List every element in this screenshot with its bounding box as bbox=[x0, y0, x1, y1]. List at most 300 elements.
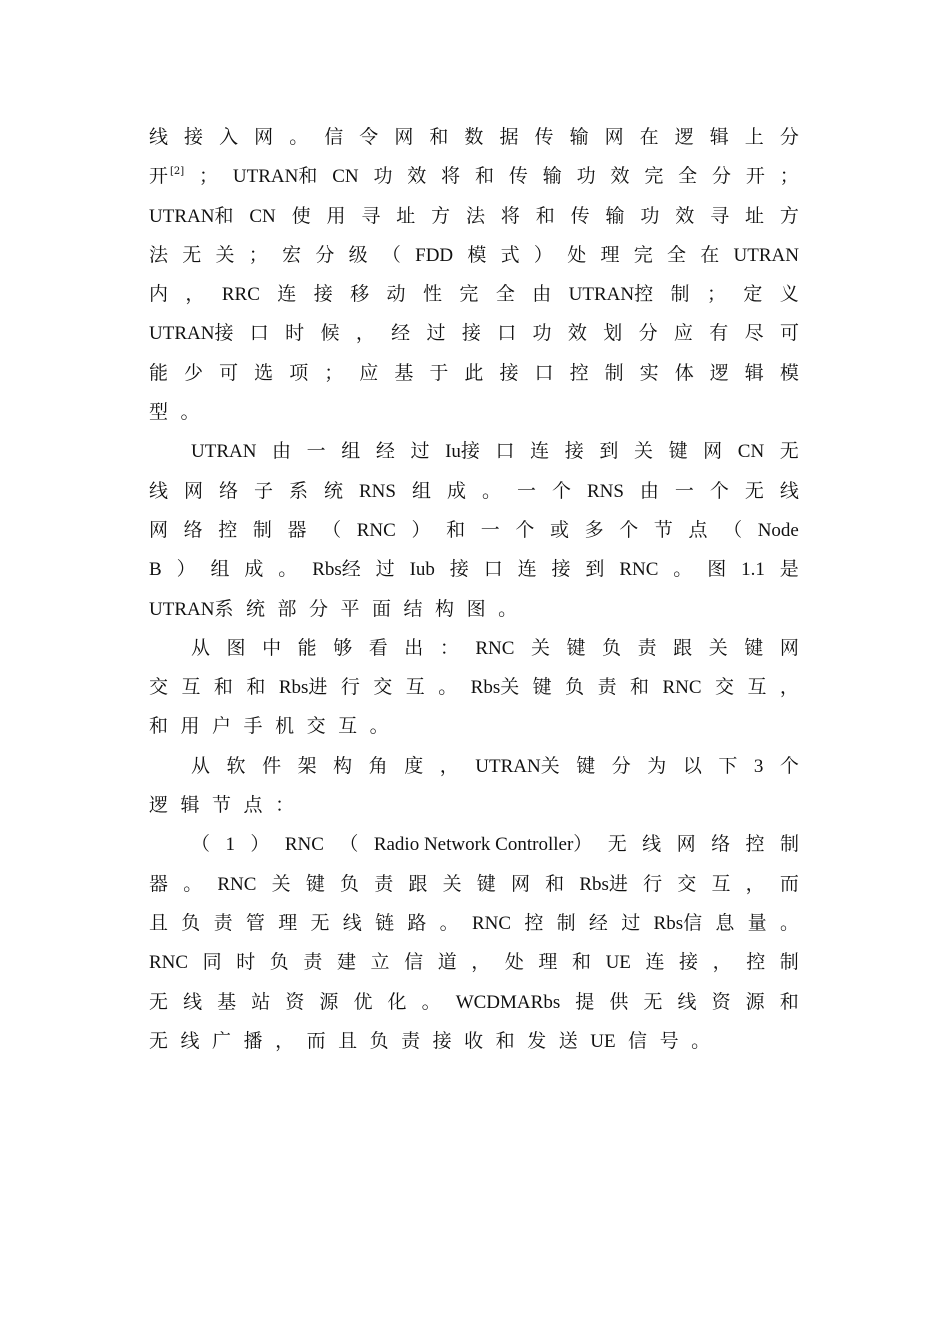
word: 责 bbox=[303, 951, 323, 974]
word: 网 bbox=[510, 872, 530, 895]
word: 应 bbox=[359, 361, 379, 384]
word: 无 bbox=[182, 243, 202, 266]
word: 网 bbox=[254, 126, 274, 148]
word: Node bbox=[757, 519, 799, 541]
word: RNC bbox=[471, 912, 512, 934]
word: Iub bbox=[409, 559, 435, 581]
word: 网 bbox=[676, 833, 696, 856]
word: 效 bbox=[675, 204, 695, 227]
word: 和 bbox=[446, 518, 466, 541]
word: 寻 bbox=[361, 204, 381, 227]
word: UTRAN和 bbox=[232, 166, 318, 188]
text-line bbox=[149, 668, 799, 707]
word: RNC bbox=[662, 677, 702, 699]
word: ： bbox=[275, 794, 295, 817]
word: 输 bbox=[569, 126, 589, 148]
word: RNS bbox=[359, 480, 396, 502]
word: 行 bbox=[340, 676, 360, 699]
word: 功 bbox=[532, 322, 552, 345]
word: 可 bbox=[219, 361, 239, 384]
word: 互 bbox=[338, 715, 358, 738]
word: 关 bbox=[633, 440, 653, 463]
word: 接 bbox=[499, 361, 519, 384]
word: 体 bbox=[674, 361, 694, 384]
word: 上 bbox=[744, 126, 764, 148]
word: 基 bbox=[394, 361, 414, 384]
word: 个 bbox=[709, 479, 729, 502]
word: 组 bbox=[341, 440, 361, 463]
word: 平 bbox=[340, 597, 360, 620]
word: 寻 bbox=[710, 204, 730, 227]
word: 统 bbox=[324, 479, 344, 502]
word: 连 bbox=[645, 951, 665, 974]
word: 分 bbox=[315, 243, 335, 266]
word: 负 bbox=[369, 1029, 389, 1052]
word: 时 bbox=[285, 322, 305, 345]
word: 输 bbox=[542, 165, 562, 188]
word: 制 bbox=[670, 283, 690, 306]
word: ） bbox=[411, 518, 431, 541]
word: 过 bbox=[375, 558, 395, 581]
text-line bbox=[149, 904, 799, 943]
word: WCDMARbs bbox=[455, 991, 561, 1013]
word: RNC bbox=[217, 873, 257, 895]
word: 控 bbox=[745, 833, 765, 856]
word: 构 bbox=[333, 754, 353, 777]
word: 义 bbox=[779, 283, 799, 306]
word: 辑 bbox=[709, 126, 729, 148]
word: 关 bbox=[215, 243, 235, 266]
word: 面 bbox=[372, 597, 392, 620]
word: 时 bbox=[236, 951, 256, 974]
word: 交 bbox=[677, 872, 697, 895]
word: 分 bbox=[638, 322, 658, 345]
word: 结 bbox=[403, 597, 423, 620]
word: 化 bbox=[387, 990, 407, 1013]
word: 1.1 bbox=[741, 559, 765, 581]
word: 负 bbox=[602, 636, 622, 659]
word: 接 bbox=[461, 322, 481, 345]
word: 部 bbox=[277, 597, 297, 620]
word: 口 bbox=[495, 440, 515, 463]
word: ； bbox=[248, 243, 268, 266]
word: 户 bbox=[212, 715, 232, 738]
text-line bbox=[149, 590, 799, 629]
word: 分 bbox=[611, 754, 631, 777]
word: 功 bbox=[576, 165, 596, 188]
word: 网 bbox=[394, 126, 414, 148]
word: Rbs经 bbox=[312, 559, 361, 581]
word: 接 bbox=[432, 1029, 452, 1052]
word: 应 bbox=[673, 322, 693, 345]
word: 1 bbox=[225, 834, 235, 856]
word: 制 bbox=[252, 518, 272, 541]
word: 。 bbox=[180, 401, 200, 424]
word: 连 bbox=[277, 283, 297, 306]
word: 和 bbox=[545, 872, 565, 895]
word: 和 bbox=[779, 990, 799, 1013]
word: ； bbox=[779, 165, 799, 188]
word: ） bbox=[176, 558, 196, 581]
word: 下 bbox=[718, 754, 738, 777]
word: 和 bbox=[495, 1029, 515, 1052]
word: 成 bbox=[446, 479, 466, 502]
text-line bbox=[149, 354, 799, 393]
word: 据 bbox=[499, 126, 519, 148]
text-line bbox=[149, 393, 799, 432]
word: ， bbox=[745, 872, 765, 895]
word: 发 bbox=[527, 1029, 547, 1052]
word: 连 bbox=[530, 440, 550, 463]
word: RNS bbox=[586, 480, 624, 502]
word: 使 bbox=[291, 204, 311, 227]
word: 将 bbox=[500, 204, 520, 227]
word: 。 bbox=[438, 676, 458, 699]
word: 入 bbox=[219, 126, 239, 148]
word: （ bbox=[723, 518, 743, 541]
word: 用 bbox=[180, 715, 200, 738]
word: 线 bbox=[149, 126, 169, 148]
word: 输 bbox=[605, 204, 625, 227]
word: 负 bbox=[181, 911, 201, 934]
word: 路 bbox=[407, 911, 427, 934]
word: 和 bbox=[630, 676, 650, 699]
word: 负 bbox=[565, 676, 585, 699]
word: 完 bbox=[459, 283, 479, 306]
word: （ bbox=[381, 243, 401, 266]
word: 网 bbox=[779, 636, 799, 659]
word: 线 bbox=[180, 1029, 200, 1052]
word: 控 bbox=[746, 951, 766, 974]
word: 个 bbox=[779, 754, 799, 777]
word: 接 bbox=[313, 283, 333, 306]
word: 可 bbox=[779, 322, 799, 345]
word: 功 bbox=[373, 165, 393, 188]
word: 口 bbox=[497, 322, 517, 345]
word: 节 bbox=[212, 794, 232, 817]
word: B bbox=[149, 559, 162, 581]
word: 信 bbox=[324, 126, 344, 148]
text-line bbox=[149, 707, 799, 746]
word: 同 bbox=[202, 951, 222, 974]
word: 内 bbox=[149, 283, 169, 306]
word: 个 bbox=[551, 479, 571, 502]
word: 逻 bbox=[149, 794, 169, 817]
word: 接 bbox=[679, 951, 699, 974]
word: Rbs关 bbox=[470, 677, 520, 699]
word: 络 bbox=[219, 479, 239, 502]
word: 而 bbox=[779, 872, 799, 895]
word: 息 bbox=[715, 911, 735, 934]
word: 传 bbox=[570, 204, 590, 227]
word: 播 bbox=[243, 1029, 263, 1052]
word: 法 bbox=[465, 204, 485, 227]
word: 线 bbox=[149, 479, 169, 502]
word: 架 bbox=[297, 754, 317, 777]
word: 尽 bbox=[744, 322, 764, 345]
word: 过 bbox=[426, 322, 446, 345]
word: 全 bbox=[495, 283, 515, 306]
word: Rbs进 bbox=[278, 677, 328, 699]
word: 。 bbox=[779, 911, 799, 934]
word: 从 bbox=[191, 636, 211, 659]
word: ； bbox=[324, 361, 344, 384]
text-line bbox=[149, 983, 799, 1022]
word: 于 bbox=[429, 361, 449, 384]
word: 。 bbox=[439, 911, 459, 934]
word: 无 bbox=[149, 1029, 169, 1052]
word: 跟 bbox=[408, 872, 428, 895]
text-line bbox=[149, 118, 799, 157]
word: 开 [2] bbox=[149, 165, 185, 188]
word: 软 bbox=[226, 754, 246, 777]
word: ： bbox=[439, 636, 459, 659]
word: 线 bbox=[342, 911, 362, 934]
word: 关 bbox=[530, 636, 550, 659]
word: （ bbox=[191, 833, 211, 856]
word: 送 bbox=[558, 1029, 578, 1052]
word: 过 bbox=[410, 440, 430, 463]
word: Iu接 bbox=[445, 441, 480, 463]
word: 经 bbox=[588, 911, 608, 934]
word: 逻 bbox=[709, 361, 729, 384]
word: 键 bbox=[576, 754, 596, 777]
word: RRC bbox=[221, 284, 260, 306]
word: 交 bbox=[306, 715, 326, 738]
word: 宏 bbox=[282, 243, 302, 266]
word: ； bbox=[199, 165, 219, 188]
word: 和 bbox=[213, 676, 233, 699]
word: 个 bbox=[619, 518, 639, 541]
word: （ bbox=[322, 518, 342, 541]
word: 处 bbox=[504, 951, 524, 974]
word: 过 bbox=[621, 911, 641, 934]
word: 器 bbox=[149, 872, 169, 895]
word: 构 bbox=[435, 597, 455, 620]
word: 键 bbox=[305, 872, 325, 895]
word: 互 bbox=[405, 676, 425, 699]
word: 辑 bbox=[180, 794, 200, 817]
word: 关 bbox=[708, 636, 728, 659]
word: （ bbox=[339, 833, 359, 856]
word: 型 bbox=[149, 401, 169, 424]
word: UTRAN系 bbox=[149, 598, 234, 620]
text-line bbox=[149, 511, 799, 550]
text-line bbox=[149, 314, 799, 353]
word: 责 bbox=[374, 872, 394, 895]
word: 到 bbox=[585, 558, 605, 581]
word: 式 bbox=[500, 243, 520, 266]
word: UTRAN关 bbox=[475, 755, 560, 777]
word: 键 bbox=[476, 872, 496, 895]
word: 组 bbox=[411, 479, 431, 502]
word: FDD bbox=[415, 244, 454, 266]
word: 口 bbox=[534, 361, 554, 384]
text-line bbox=[149, 825, 799, 864]
word: 机 bbox=[275, 715, 295, 738]
word: 链 bbox=[375, 911, 395, 934]
word: 模 bbox=[779, 361, 799, 384]
word: UE bbox=[605, 952, 631, 974]
word: CN bbox=[249, 205, 276, 227]
word: 理 bbox=[538, 951, 558, 974]
word: 连 bbox=[517, 558, 537, 581]
word: 从 bbox=[191, 754, 211, 777]
word: ， bbox=[355, 322, 375, 345]
text-line bbox=[149, 197, 799, 236]
word: 责 bbox=[637, 636, 657, 659]
word: 信 bbox=[404, 951, 424, 974]
word: 分 bbox=[779, 126, 799, 148]
word: ， bbox=[439, 754, 459, 777]
word: 。 bbox=[289, 126, 309, 148]
word: ， bbox=[185, 283, 205, 306]
word: Rbs信 bbox=[653, 912, 703, 934]
text-line bbox=[149, 275, 799, 314]
text-line bbox=[149, 786, 799, 825]
word: RNC bbox=[284, 834, 324, 856]
word: 资 bbox=[711, 990, 731, 1013]
word: 在 bbox=[639, 126, 659, 148]
body-text bbox=[149, 118, 799, 1061]
word: 提 bbox=[575, 990, 595, 1013]
word: 完 bbox=[644, 165, 664, 188]
word: 。 bbox=[369, 715, 389, 738]
word: 且 bbox=[338, 1029, 358, 1052]
word: 性 bbox=[422, 283, 442, 306]
word: CN bbox=[332, 166, 359, 188]
word: 件 bbox=[262, 754, 282, 777]
word: ； bbox=[706, 283, 726, 306]
word: 互 bbox=[747, 676, 767, 699]
word: 无 bbox=[310, 911, 330, 934]
word: 理 bbox=[278, 911, 298, 934]
word: 为 bbox=[647, 754, 667, 777]
word: 图 bbox=[707, 558, 727, 581]
word: 看 bbox=[368, 636, 388, 659]
word: 动 bbox=[386, 283, 406, 306]
word: 。 bbox=[498, 597, 518, 620]
word: 方 bbox=[431, 204, 451, 227]
word: 无 bbox=[779, 440, 799, 463]
word: 。 bbox=[673, 558, 693, 581]
word: 个 bbox=[515, 518, 535, 541]
word: 无 bbox=[744, 479, 764, 502]
word: 处 bbox=[567, 243, 587, 266]
word: UTRAN控 bbox=[568, 284, 654, 306]
word: Radio Network Controller） bbox=[373, 834, 593, 856]
word: RNC bbox=[475, 637, 515, 659]
word: 控 bbox=[218, 518, 238, 541]
word: 口 bbox=[249, 322, 269, 345]
word: 经 bbox=[391, 322, 411, 345]
word: ） bbox=[533, 243, 553, 266]
word: ， bbox=[275, 1029, 295, 1052]
word: 用 bbox=[326, 204, 346, 227]
word: RNC bbox=[619, 559, 659, 581]
word: 键 bbox=[532, 676, 552, 699]
word: 广 bbox=[212, 1029, 232, 1052]
word: ， bbox=[779, 676, 799, 699]
word: 逻 bbox=[674, 126, 694, 148]
word: 口 bbox=[483, 558, 503, 581]
word: 点 bbox=[688, 518, 708, 541]
word: 键 bbox=[744, 636, 764, 659]
word: 制 bbox=[779, 951, 799, 974]
word: 全 bbox=[666, 243, 686, 266]
word: 管 bbox=[245, 911, 265, 934]
word: 中 bbox=[262, 636, 282, 659]
word: 接 bbox=[564, 440, 584, 463]
citation-ref: [2] bbox=[170, 166, 185, 178]
word: 和 bbox=[475, 165, 495, 188]
word: 经 bbox=[375, 440, 395, 463]
word: 且 bbox=[149, 911, 169, 934]
word: 器 bbox=[287, 518, 307, 541]
word: 理 bbox=[600, 243, 620, 266]
word: 关 bbox=[442, 872, 462, 895]
text-line bbox=[149, 472, 799, 511]
word: 道 bbox=[437, 951, 457, 974]
word: 网 bbox=[184, 479, 204, 502]
word: UTRAN bbox=[191, 441, 257, 463]
word: 系 bbox=[289, 479, 309, 502]
word: 址 bbox=[396, 204, 416, 227]
word: ） bbox=[250, 833, 270, 856]
word: 接 bbox=[551, 558, 571, 581]
word: CN bbox=[737, 441, 765, 463]
word: 号 bbox=[659, 1029, 679, 1052]
word: 一 bbox=[480, 518, 500, 541]
word: 。 bbox=[481, 479, 501, 502]
word: 源 bbox=[745, 990, 765, 1013]
word: 移 bbox=[350, 283, 370, 306]
word: 在 bbox=[700, 243, 720, 266]
word: 责 bbox=[401, 1029, 421, 1052]
word: 线 bbox=[183, 990, 203, 1013]
word: 实 bbox=[639, 361, 659, 384]
word: 。 bbox=[421, 990, 441, 1013]
word: 。 bbox=[183, 872, 203, 895]
word: ， bbox=[712, 951, 732, 974]
word: 控 bbox=[569, 361, 589, 384]
text-line bbox=[149, 747, 799, 786]
word: 此 bbox=[464, 361, 484, 384]
word: 互 bbox=[711, 872, 731, 895]
word: 子 bbox=[254, 479, 274, 502]
word: 制 bbox=[556, 911, 576, 934]
word: 传 bbox=[508, 165, 528, 188]
word: 负 bbox=[269, 951, 289, 974]
word: 。 bbox=[278, 558, 298, 581]
word: 一 bbox=[306, 440, 326, 463]
word: 优 bbox=[353, 990, 373, 1013]
word: 多 bbox=[584, 518, 604, 541]
word: 由 bbox=[272, 440, 292, 463]
word: 控 bbox=[524, 911, 544, 934]
word: 开 bbox=[745, 165, 765, 188]
word: 络 bbox=[711, 833, 731, 856]
word: 统 bbox=[245, 597, 265, 620]
word: 分 bbox=[308, 597, 328, 620]
text-line bbox=[149, 943, 799, 982]
word: 制 bbox=[779, 833, 799, 856]
word: UE bbox=[590, 1030, 616, 1052]
word: 效 bbox=[567, 322, 587, 345]
word: 级 bbox=[348, 243, 368, 266]
word: 项 bbox=[289, 361, 309, 384]
word: 由 bbox=[532, 283, 552, 306]
